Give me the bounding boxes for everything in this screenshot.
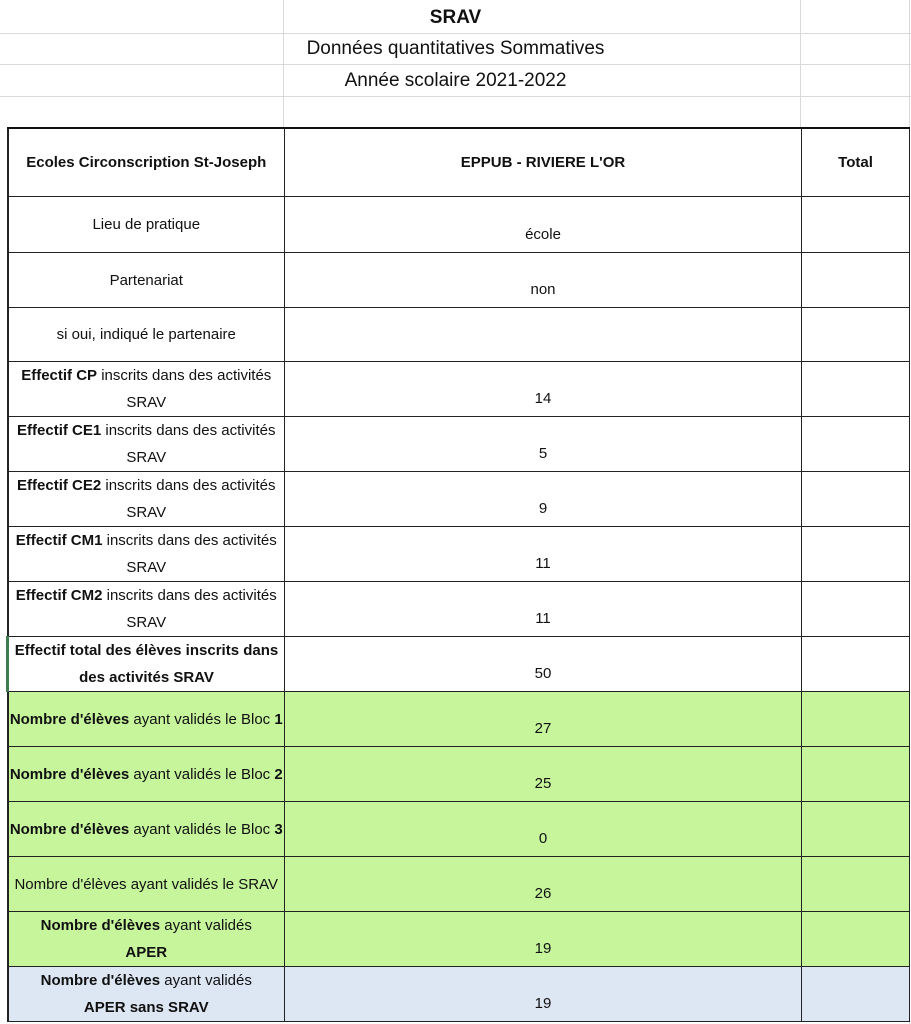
row-value[interactable]: 9 <box>285 472 802 527</box>
header-row <box>8 128 910 197</box>
row-value[interactable]: 5 <box>285 417 802 472</box>
row-value[interactable]: 11 <box>285 582 802 637</box>
table-row <box>8 967 910 1022</box>
table-row <box>8 308 910 362</box>
row-value[interactable]: 0 <box>285 802 802 857</box>
header-school-name[interactable]: EPPUB - RIVIERE L'OR <box>285 128 802 197</box>
row-value[interactable]: école <box>285 197 802 253</box>
row-value[interactable]: 14 <box>285 362 802 417</box>
table-row <box>8 582 910 637</box>
row-total[interactable] <box>802 747 910 802</box>
row-total[interactable] <box>802 637 910 692</box>
table-row <box>8 253 910 308</box>
row-total[interactable] <box>802 197 910 253</box>
table-row <box>8 472 910 527</box>
row-total[interactable] <box>802 967 910 1022</box>
row-total[interactable] <box>802 912 910 967</box>
row-label[interactable]: Effectif CE2 inscrits dans des activités SRAV <box>8 472 285 527</box>
table-row <box>8 802 910 857</box>
row-value[interactable] <box>285 308 802 362</box>
row-total[interactable] <box>802 253 910 308</box>
row-label[interactable]: Partenariat <box>8 253 285 308</box>
table-row-total-effectif <box>8 637 910 692</box>
row-total[interactable] <box>802 582 910 637</box>
row-value[interactable]: 27 <box>285 692 802 747</box>
row-label[interactable]: Effectif CM2 inscrits dans des activités SRAV <box>8 582 285 637</box>
row-total[interactable] <box>802 527 910 582</box>
row-total[interactable] <box>802 802 910 857</box>
data-table <box>6 127 910 1022</box>
sheet-subtitle: Données quantitatives Sommatives <box>306 38 605 59</box>
row-value[interactable]: 19 <box>285 967 802 1022</box>
table-row <box>8 912 910 967</box>
row-total[interactable] <box>802 308 910 362</box>
table-row <box>8 527 910 582</box>
table-row <box>8 692 910 747</box>
row-label[interactable]: Effectif CE1 inscrits dans des activités SRAV <box>8 417 285 472</box>
header-total[interactable]: Total <box>802 128 910 197</box>
school-year: Année scolaire 2021-2022 <box>344 70 567 91</box>
row-label[interactable]: Lieu de pratique <box>8 197 285 253</box>
row-total[interactable] <box>802 692 910 747</box>
row-value[interactable]: non <box>285 253 802 308</box>
table-row <box>8 362 910 417</box>
row-label[interactable]: Effectif CM1 inscrits dans des activités SRAV <box>8 527 285 582</box>
row-label[interactable]: Nombre d'élèves ayant validés le Bloc 2 <box>8 747 285 802</box>
table-row <box>8 857 910 912</box>
sheet-title: SRAV <box>429 7 482 28</box>
table-row <box>8 417 910 472</box>
row-label[interactable]: Nombre d'élèves ayant validés APER sans SRAV <box>8 967 285 1022</box>
row-label[interactable]: Nombre d'élèves ayant validés le Bloc 3 <box>8 802 285 857</box>
row-value[interactable]: 50 <box>285 637 802 692</box>
row-label[interactable]: Effectif total des élèves inscrits dans des activités SRAV <box>8 637 285 692</box>
row-label[interactable]: Nombre d'élèves ayant validés le SRAV <box>8 857 285 912</box>
table-row <box>8 197 910 253</box>
row-label[interactable]: Effectif CP inscrits dans des activités SRAV <box>8 362 285 417</box>
row-value[interactable]: 25 <box>285 747 802 802</box>
header-schools[interactable]: Ecoles Circonscription St-Joseph <box>8 128 285 197</box>
row-value[interactable]: 26 <box>285 857 802 912</box>
row-total[interactable] <box>802 362 910 417</box>
table-row <box>8 747 910 802</box>
row-total[interactable] <box>802 417 910 472</box>
row-value[interactable]: 19 <box>285 912 802 967</box>
row-total[interactable] <box>802 857 910 912</box>
row-label[interactable]: si oui, indiqué le partenaire <box>8 308 285 362</box>
row-label[interactable]: Nombre d'élèves ayant validés APER <box>8 912 285 967</box>
row-label[interactable]: Nombre d'élèves ayant validés le Bloc 1 <box>8 692 285 747</box>
row-total[interactable] <box>802 472 910 527</box>
row-value[interactable]: 11 <box>285 527 802 582</box>
